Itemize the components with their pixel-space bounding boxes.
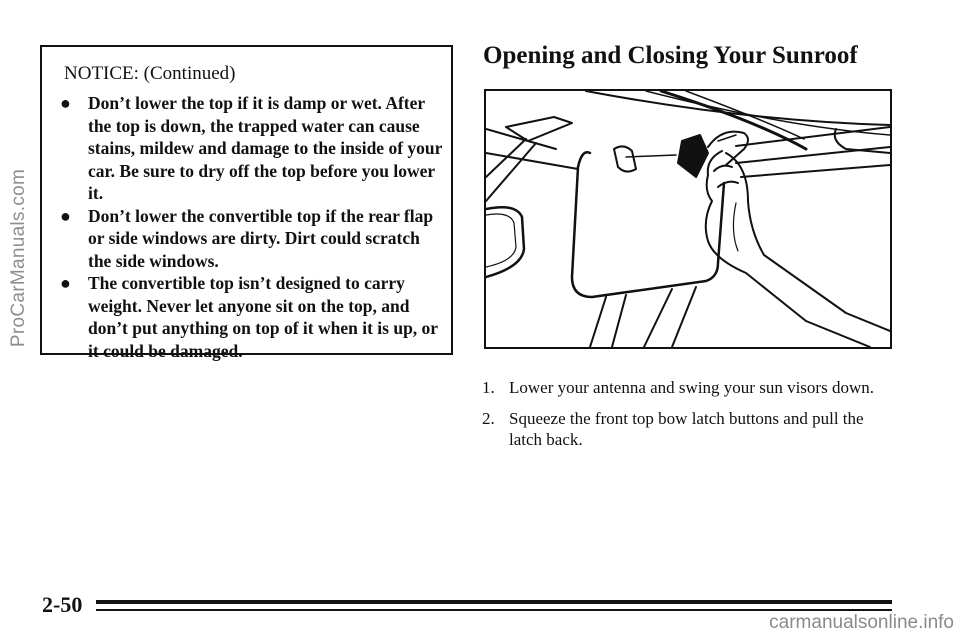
- section-title: Opening and Closing Your Sunroof: [483, 42, 858, 69]
- notice-item-text: Don’t lower the top if it is damp or wet. After the top is down, the trapped water can cause stains, mildew and damage to the inside of your car. Be sure to dry off the top before you lower it.: [88, 93, 443, 203]
- footer-rule: [96, 600, 892, 604]
- notice-item: [58, 205, 443, 273]
- step-number: 2.: [482, 409, 495, 428]
- footer-rule: [96, 609, 892, 611]
- notice-item-text: Don’t lower the convertible top if the rear flap or side windows are dirty. Dirt could scratch the side windows.: [88, 205, 434, 271]
- step-item: [482, 408, 887, 450]
- bullet-icon: ●: [60, 205, 71, 226]
- step-number: 1.: [482, 378, 495, 397]
- bullet-icon: ●: [60, 93, 71, 113]
- notice-box: [40, 45, 453, 361]
- watermark-left: [2, 108, 36, 408]
- notice-list: [58, 92, 443, 362]
- step-text: Lower your antenna and swing your sun visors down.: [509, 378, 874, 397]
- steps-list: [482, 377, 887, 460]
- notice-title: NOTICE: (Continued): [64, 63, 236, 84]
- notice-item: [58, 92, 443, 205]
- notice-item-text: The convertible top isn’t designed to carry weight. Never let anyone sit on the top, and don’t put anything on top of it when it is up, or it could be damaged.: [88, 273, 438, 361]
- step-text: Squeeze the front top bow latch buttons and pull the latch back.: [509, 409, 864, 449]
- sunroof-latch-illustration: [484, 89, 892, 349]
- page-number: 2-50: [42, 592, 83, 617]
- watermark-left-text: ProCarManuals.com: [8, 168, 29, 348]
- watermark-bottom: carmanualsonline.info: [769, 612, 954, 633]
- step-item: [482, 377, 887, 398]
- bullet-icon: ●: [60, 273, 71, 293]
- notice-item: [58, 272, 443, 362]
